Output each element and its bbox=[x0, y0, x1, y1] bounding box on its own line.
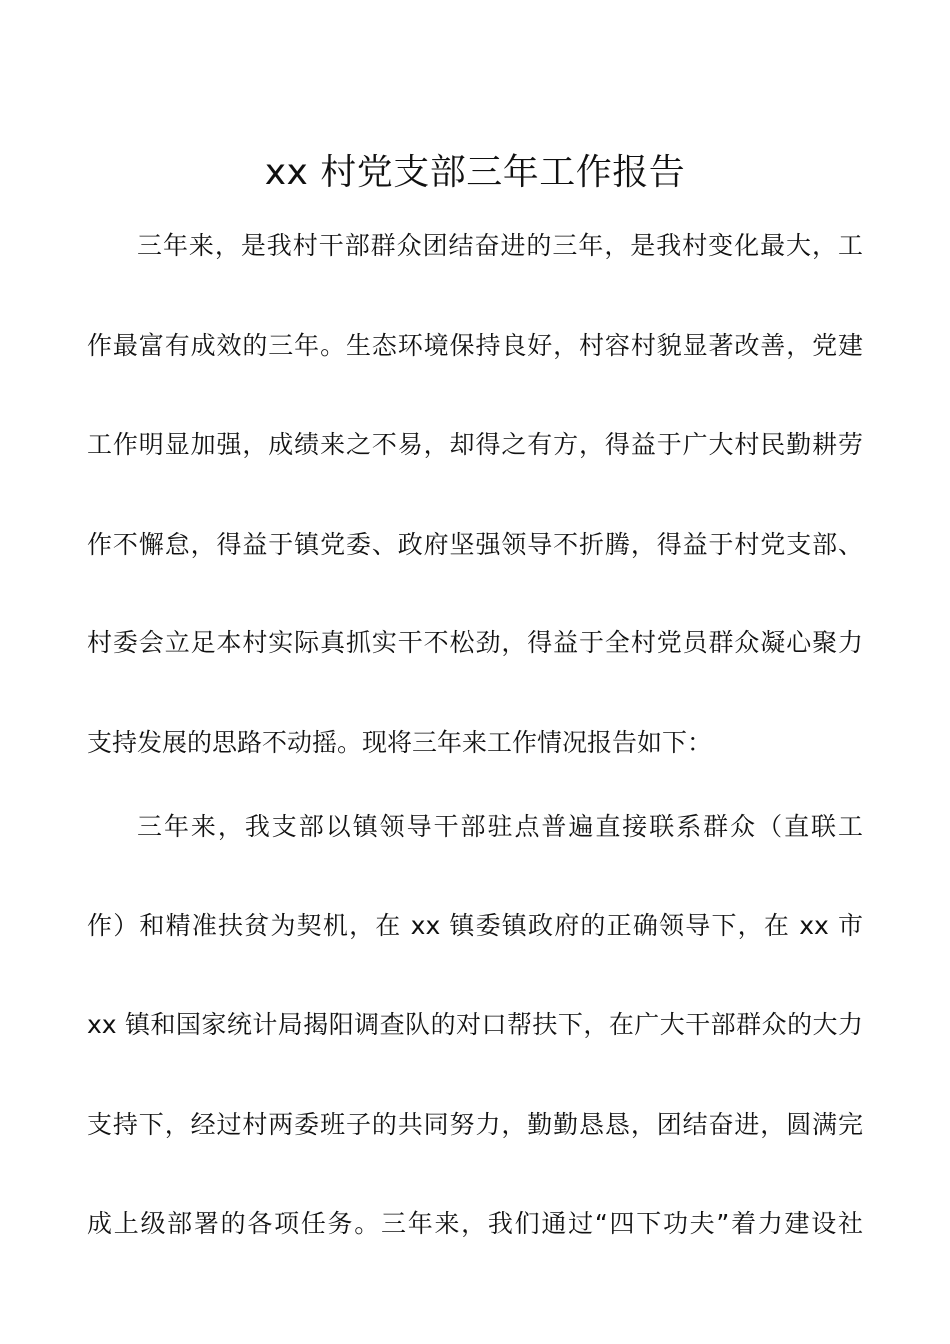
paragraph-line: 作）和精准扶贫为契机，在 xx 镇委镇政府的正确领导下，在 xx 市 bbox=[87, 911, 863, 940]
paragraph-line: 作不懈怠，得益于镇党委、政府坚强领导不折腾，得益于村党支部、 bbox=[87, 530, 863, 559]
paragraph-line: 支持下，经过村两委班子的共同努力，勤勤恳恳，团结奋进，圆满完 bbox=[87, 1110, 863, 1139]
paragraph-line: 作最富有成效的三年。生态环境保持良好，村容村貌显著改善，党建 bbox=[87, 331, 863, 360]
document-title: xx 村党支部三年工作报告 bbox=[264, 152, 686, 194]
paragraph-line: xx 镇和国家统计局揭阳调查队的对口帮扶下，在广大干部群众的大力 bbox=[87, 1010, 863, 1039]
paragraph-line: 三年来，是我村干部群众团结奋进的三年，是我村变化最大，工 bbox=[137, 231, 863, 260]
paragraph-line: 成上级部署的各项任务。三年来，我们通过“四下功夫”着力建设社 bbox=[87, 1209, 863, 1238]
paragraph-line: 支持发展的思路不动摇。现将三年来工作情况报告如下： bbox=[87, 728, 713, 757]
paragraph-line: 工作明显加强，成绩来之不易，却得之有方，得益于广大村民勤耕劳 bbox=[87, 430, 863, 459]
paragraph-line: 三年来，我支部以镇领导干部驻点普遍直接联系群众（直联工 bbox=[137, 812, 863, 841]
paragraph-line: 村委会立足本村实际真抓实干不松劲，得益于全村党员群众凝心聚力 bbox=[87, 628, 863, 657]
